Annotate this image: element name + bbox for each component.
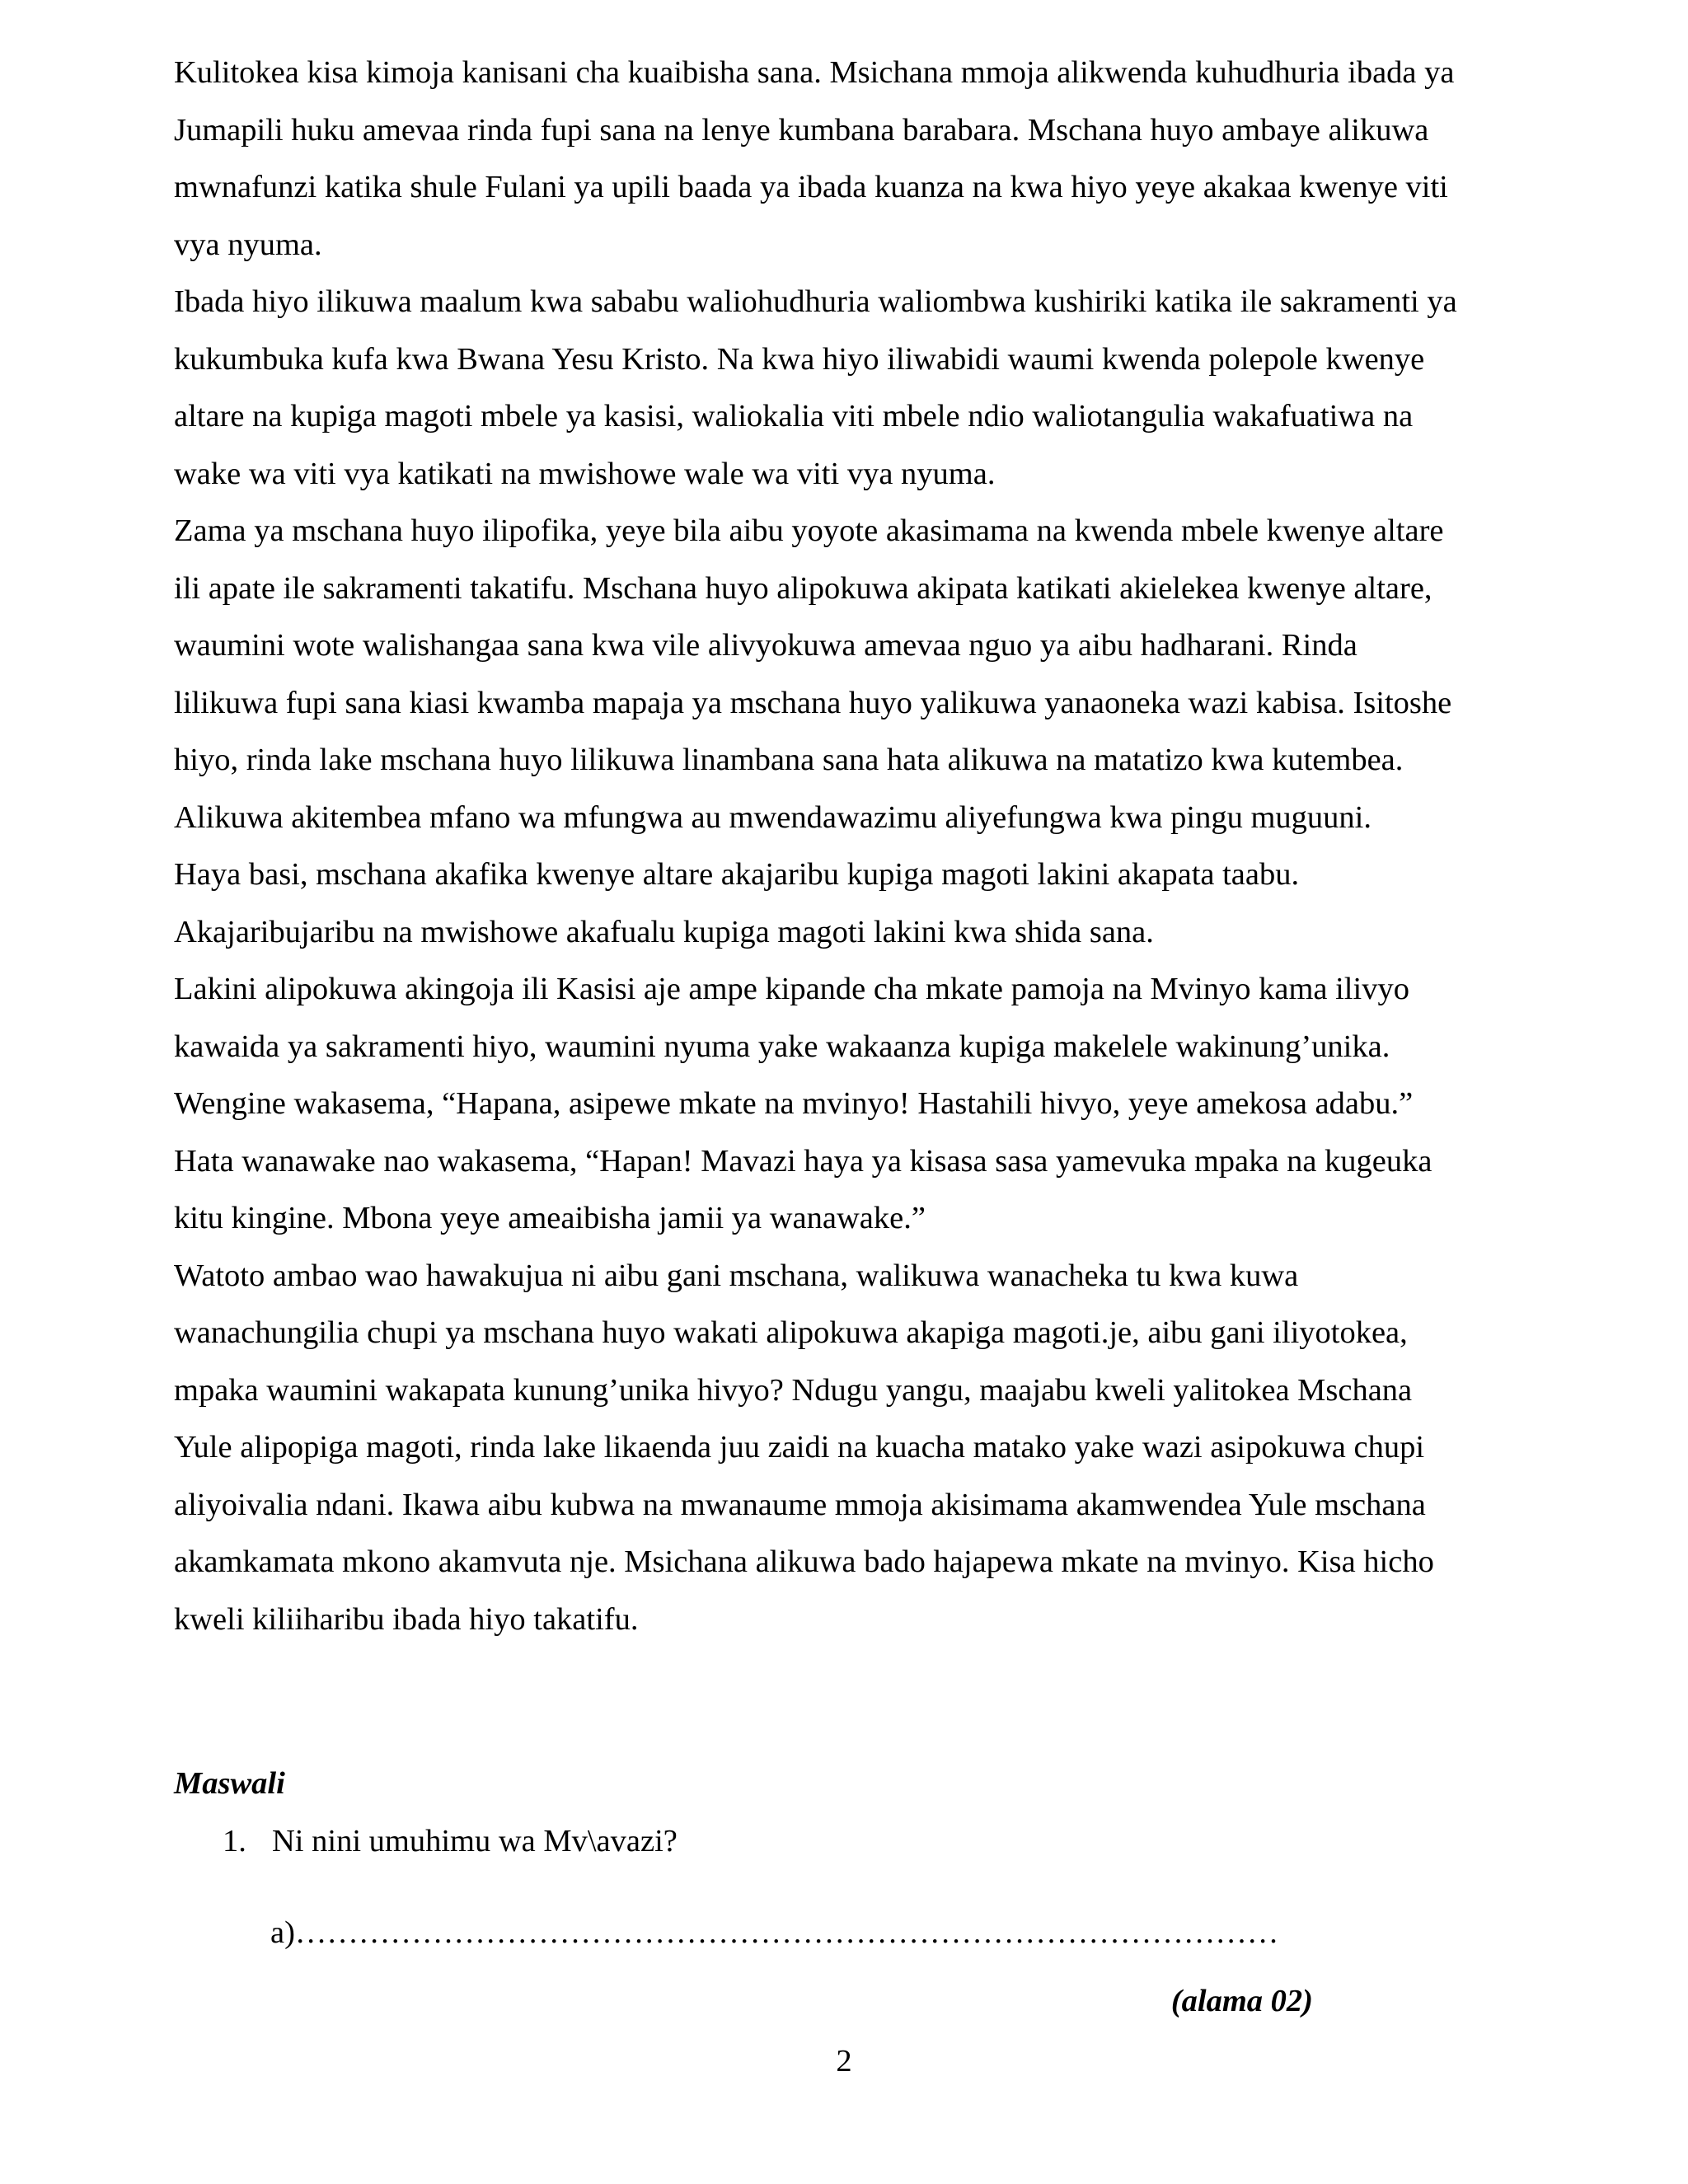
story-line: wanachungilia chupi ya mschana huyo wakati alipokuwa akapiga magoti.je, aibu gani iliyotokea, — [174, 1315, 1408, 1350]
story-line: Lakini alipokuwa akingoja ili Kasisi aje ampe kipande cha mkate pamoja na Mvinyo kama ilivyo — [174, 972, 1409, 1006]
story-line: Watoto ambao wao hawakujua ni aibu gani mschana, walikuwa wanacheka tu kwa kuwa — [174, 1258, 1299, 1293]
story-line: Jumapili huku amevaa rinda fupi sana na lenye kumbana barabara. Mschana huyo ambaye alikuwa — [174, 112, 1429, 148]
story-line: mpaka waumini wakapata kunung’unika hivyo? Ndugu yangu, maajabu kweli yalitokea Mschana — [174, 1372, 1413, 1408]
story-line: Zama ya mschana huyo ilipofika, yeye bila aibu yoyote akasimama na kwenda mbele kwenye altare — [174, 513, 1444, 548]
page-number: 2 — [836, 2044, 852, 2079]
questions-heading: Maswali — [174, 1766, 285, 1801]
story-line: kitu kingine. Mbona yeye ameaibisha jamii ya wanawake.” — [174, 1201, 926, 1235]
story-line: Wengine wakasema, “Hapana, asipewe mkate na mvinyo! Hastahili hivyo, yeye amekosa adabu.” — [174, 1086, 1414, 1121]
story-line: lilikuwa fupi sana kiasi kwamba mapaja ya mschana huyo yalikuwa yanaoneka wazi kabisa. Isitoshe — [174, 685, 1452, 720]
story-line: vya nyuma. — [174, 227, 322, 262]
story-line: Hata wanawake nao wakasema, “Hapan! Mavazi haya ya kisasa sasa yamevuka mpaka na kugeuka — [174, 1143, 1432, 1179]
story-line: ili apate ile sakramenti takatifu. Mschana huyo alipokuwa akipata katikati akielekea kwenye altare, — [174, 570, 1432, 606]
story-line: akamkamata mkono akamvuta nje. Msichana alikuwa bado hajapewa mkate na mvinyo. Kisa hicho — [174, 1544, 1434, 1579]
story-line: Haya basi, mschana akafika kwenye altare akajaribu kupiga magoti lakini akapata taabu. — [174, 857, 1300, 892]
question-number: 1. — [223, 1824, 246, 1858]
story-line: waumini wote walishangaa sana kwa vile alivyokuwa amevaa nguo ya aibu hadharani. Rinda — [174, 628, 1357, 663]
story-line: kweli kiliiharibu ibada hiyo takatifu. — [174, 1601, 639, 1637]
story-line: altare na kupiga magoti mbele ya kasisi, waliokalia viti mbele ndio waliotangulia wakafuatiwa na — [174, 399, 1414, 434]
answer-line-a[interactable]: a)………………………………………………………………………………… — [270, 1915, 1279, 1950]
story-line: Ibada hiyo ilikuwa maalum kwa sababu waliohudhuria waliombwa kushiriki katika ile sakramenti ya — [174, 284, 1457, 319]
story-line: kawaida ya sakramenti hiyo, waumini nyuma yake wakaanza kupiga makelele wakinung’unika. — [174, 1029, 1390, 1064]
story-line: mwnafunzi katika shule Fulani ya upili baada ya ibada kuanza na kwa hiyo yeye akakaa kwenye viti — [174, 170, 1448, 204]
story-line: kukumbuka kufa kwa Bwana Yesu Kristo. Na kwa hiyo iliwabidi waumi kwenda polepole kwenye — [174, 341, 1425, 377]
story-line: hiyo, rinda lake mschana huyo lilikuwa linambana sana hata alikuwa na matatizo kwa kutembea. — [174, 743, 1404, 777]
story-line: Akajaribujaribu na mwishowe akafualu kupiga magoti lakini kwa shida sana. — [174, 914, 1154, 949]
story-line: aliyoivalia ndani. Ikawa aibu kubwa na mwanaume mmoja akisimama akamwendea Yule mschana — [174, 1487, 1426, 1522]
story-line: wake wa viti vya katikati na mwishowe wale wa viti vya nyuma. — [174, 456, 996, 491]
story-line: Alikuwa akitembea mfano wa mfungwa au mwendawazimu aliyefungwa kwa pingu muguuni. — [174, 799, 1372, 835]
question-1 — [223, 1813, 678, 1871]
story-line: Kulitokea kisa kimoja kanisani cha kuaibisha sana. Msichana mmoja alikwenda kuhudhuria ibada ya — [174, 55, 1455, 90]
story-text — [174, 45, 1517, 1648]
marks-label: (alama 02) — [1170, 1984, 1313, 2018]
question-text: Ni nini umuhimu wa Mv\avazi? — [272, 1824, 678, 1858]
story-line: Yule alipopiga magoti, rinda lake likaenda juu zaidi na kuacha matako yake wazi asipokuwa chupi — [174, 1430, 1425, 1465]
